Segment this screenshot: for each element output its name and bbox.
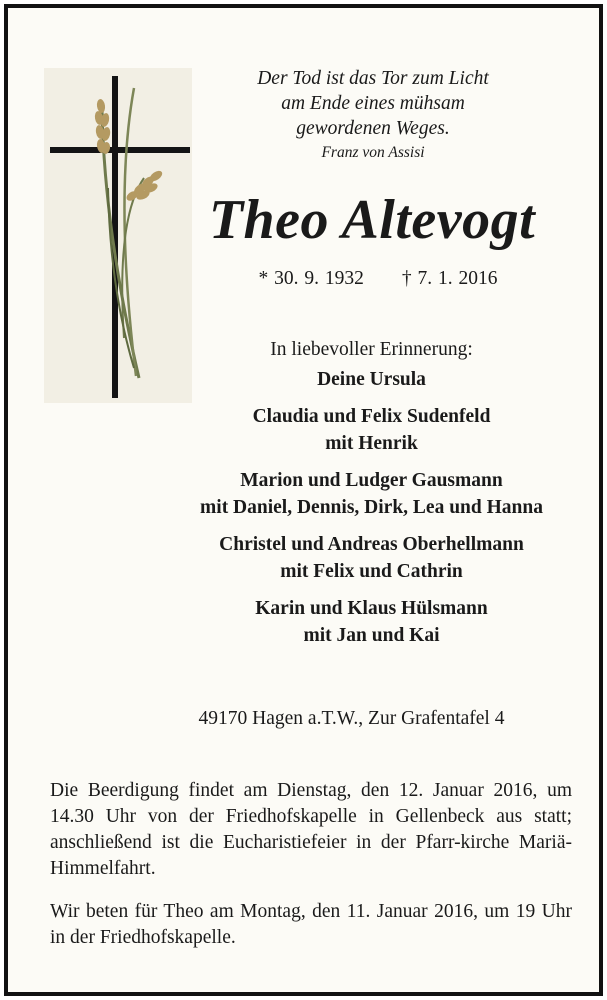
- quote-line-2: am Ende eines mühsam: [281, 93, 465, 114]
- mourner-line: mit Jan und Kai: [303, 625, 440, 646]
- mourner-group: [148, 467, 595, 521]
- death-date: † 7. 1. 2016: [401, 268, 498, 289]
- quote-author: Franz von Assisi: [321, 144, 425, 161]
- funeral-info: Die Beerdigung findet am Dienstag, den 12. Januar 2016, um 14.30 Uhr von der Friedhofskapelle in Gellenbeck aus statt; anschließend ist die Eucharistiefeier in der Pfarr-kirche Mariä-Himmelfahrt.: [50, 780, 572, 879]
- mourner-line: Claudia und Felix Sudenfeld: [252, 406, 491, 427]
- mourner-group: [148, 531, 595, 585]
- prayer-info: Wir beten für Theo am Montag, den 11. Januar 2016, um 19 Uhr in der Friedhofskapelle.: [50, 901, 572, 948]
- family-address: 49170 Hagen a.T.W., Zur Grafentafel 4: [198, 708, 505, 729]
- mourner-line: Deine Ursula: [317, 369, 426, 390]
- life-dates: [218, 267, 538, 291]
- mourners-list: [148, 336, 595, 649]
- mourner-group: [148, 366, 595, 393]
- birth-date: * 30. 9. 1932: [258, 268, 364, 289]
- quote-line-1: Der Tod ist das Tor zum Licht: [257, 68, 489, 89]
- mourner-group: [148, 595, 595, 649]
- mourner-line: Marion und Ludger Gausmann: [240, 470, 503, 491]
- obituary-frame: [4, 4, 603, 996]
- mourner-group: [148, 403, 595, 457]
- mourner-line: Karin und Klaus Hülsmann: [255, 598, 488, 619]
- quote-block: [208, 66, 538, 164]
- mourner-line: mit Felix und Cathrin: [280, 561, 463, 582]
- quote-line-3: gewordenen Weges.: [296, 118, 450, 139]
- mourner-line: Christel und Andreas Oberhellmann: [219, 534, 524, 555]
- mourner-line: mit Daniel, Dennis, Dirk, Lea und Hanna: [200, 497, 543, 518]
- mourner-line: mit Henrik: [325, 433, 418, 454]
- mourners-intro: In liebevoller Erinnerung:: [270, 339, 473, 360]
- deceased-name: Theo Altevogt: [208, 189, 536, 251]
